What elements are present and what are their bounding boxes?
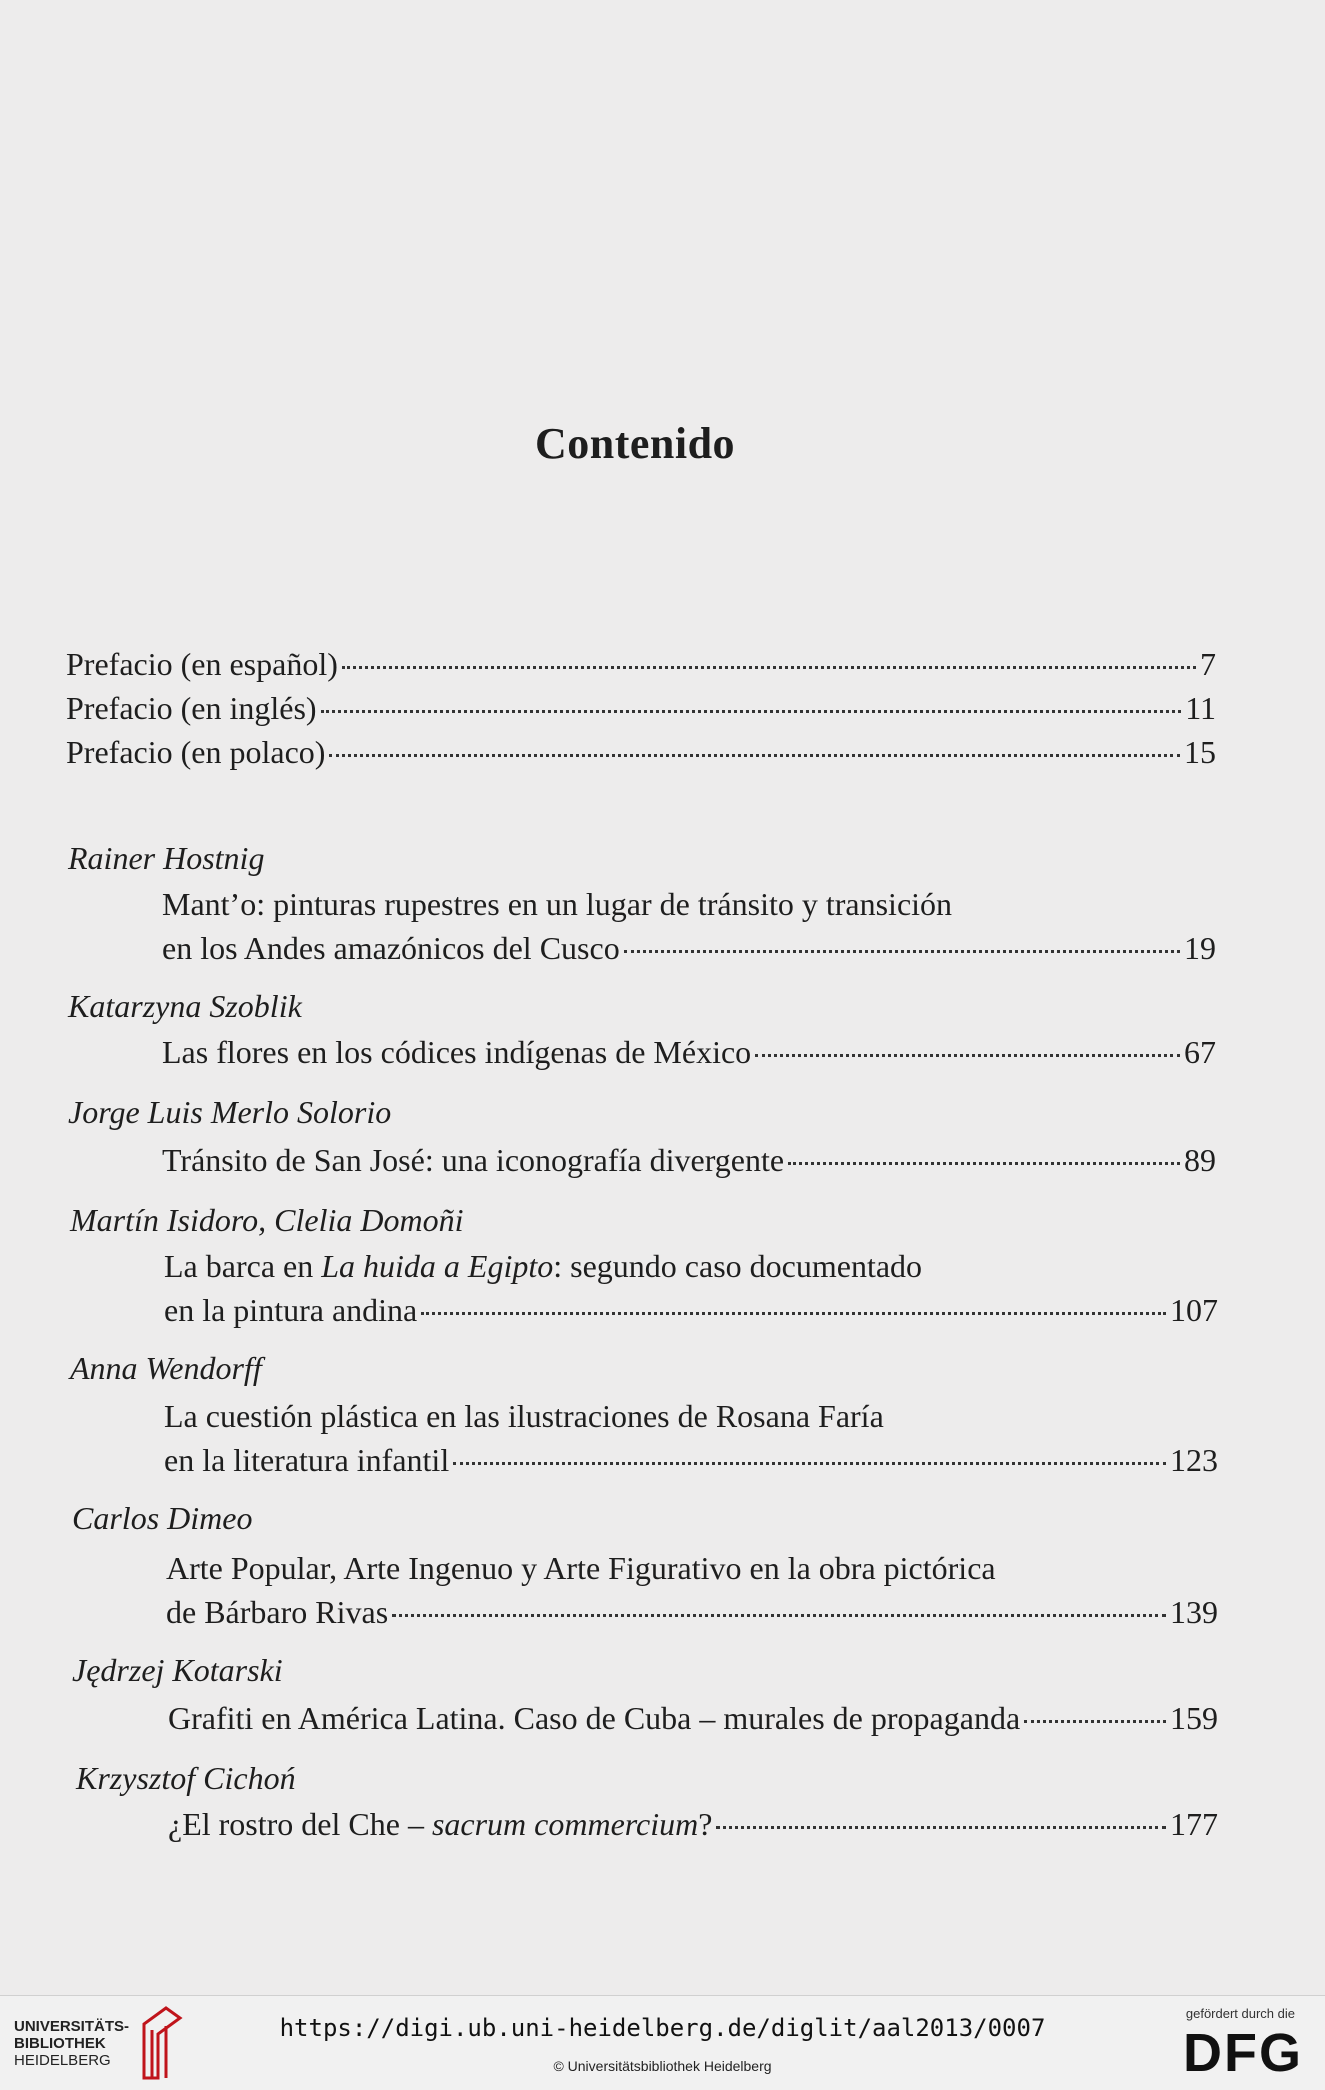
toc-preface-pl[interactable]: Prefacio (en polaco) 15 bbox=[66, 730, 1216, 774]
toc-author: Katarzyna Szoblik bbox=[68, 988, 302, 1024]
toc-chapter-7[interactable]: Grafiti en América Latina. Caso de Cuba – murales de propaganda 159 bbox=[168, 1696, 1218, 1740]
toc-chapter-2[interactable]: Las flores en los códices indígenas de México 67 bbox=[162, 1030, 1216, 1074]
document-url-link[interactable]: https://digi.ub.uni-heidelberg.de/diglit/aal2013/0007 bbox=[279, 2014, 1046, 2042]
toc-chapter-8[interactable]: ¿El rostro del Che – sacrum commercium? 177 bbox=[168, 1802, 1218, 1846]
toc-chapter-1[interactable]: Mant’o: pinturas rupestres en un lugar de tránsito y transición en los Andes amazónicos del Cusco 19 bbox=[162, 886, 1216, 966]
toc-author: Krzysztof Cichoń bbox=[76, 1760, 296, 1796]
page-title: Contenido bbox=[534, 419, 736, 468]
copyright-notice: © Universitätsbibliothek Heidelberg bbox=[553, 2058, 772, 2074]
toc-author: Carlos Dimeo bbox=[72, 1500, 253, 1536]
funding-label: gefördert durch die bbox=[1185, 2006, 1295, 2021]
toc-author: Martín Isidoro, Clelia Domoñi bbox=[70, 1202, 464, 1238]
toc-chapter-5[interactable]: La cuestión plástica en las ilustraciones de Rosana Faría en la literatura infantil 123 bbox=[164, 1398, 1218, 1478]
toc-chapter-6[interactable]: Arte Popular, Arte Ingenuo y Arte Figurativo en la obra pictórica de Bárbaro Rivas 139 bbox=[166, 1550, 1218, 1630]
dfg-logo[interactable]: DFG bbox=[1183, 2023, 1303, 2083]
library-name[interactable]: UNIVERSITÄTS- BIBLIOTHEK HEIDELBERG bbox=[14, 2018, 130, 2069]
toc-chapter-4[interactable]: La barca en La huida a Egipto: segundo caso documentado en la pintura andina 107 bbox=[164, 1248, 1218, 1328]
toc-preface-en[interactable]: Prefacio (en inglés) 11 bbox=[66, 686, 1216, 730]
toc-author: Jędrzej Kotarski bbox=[72, 1652, 283, 1688]
toc-author: Rainer Hostnig bbox=[68, 840, 265, 876]
viewer-footer bbox=[0, 1995, 1325, 2090]
toc-preface-es[interactable]: Prefacio (en español) 7 bbox=[66, 642, 1216, 686]
toc-author: Jorge Luis Merlo Solorio bbox=[68, 1094, 392, 1130]
toc-author: Anna Wendorff bbox=[70, 1350, 262, 1386]
toc-chapter-3[interactable]: Tránsito de San José: una iconografía divergente 89 bbox=[162, 1138, 1216, 1182]
